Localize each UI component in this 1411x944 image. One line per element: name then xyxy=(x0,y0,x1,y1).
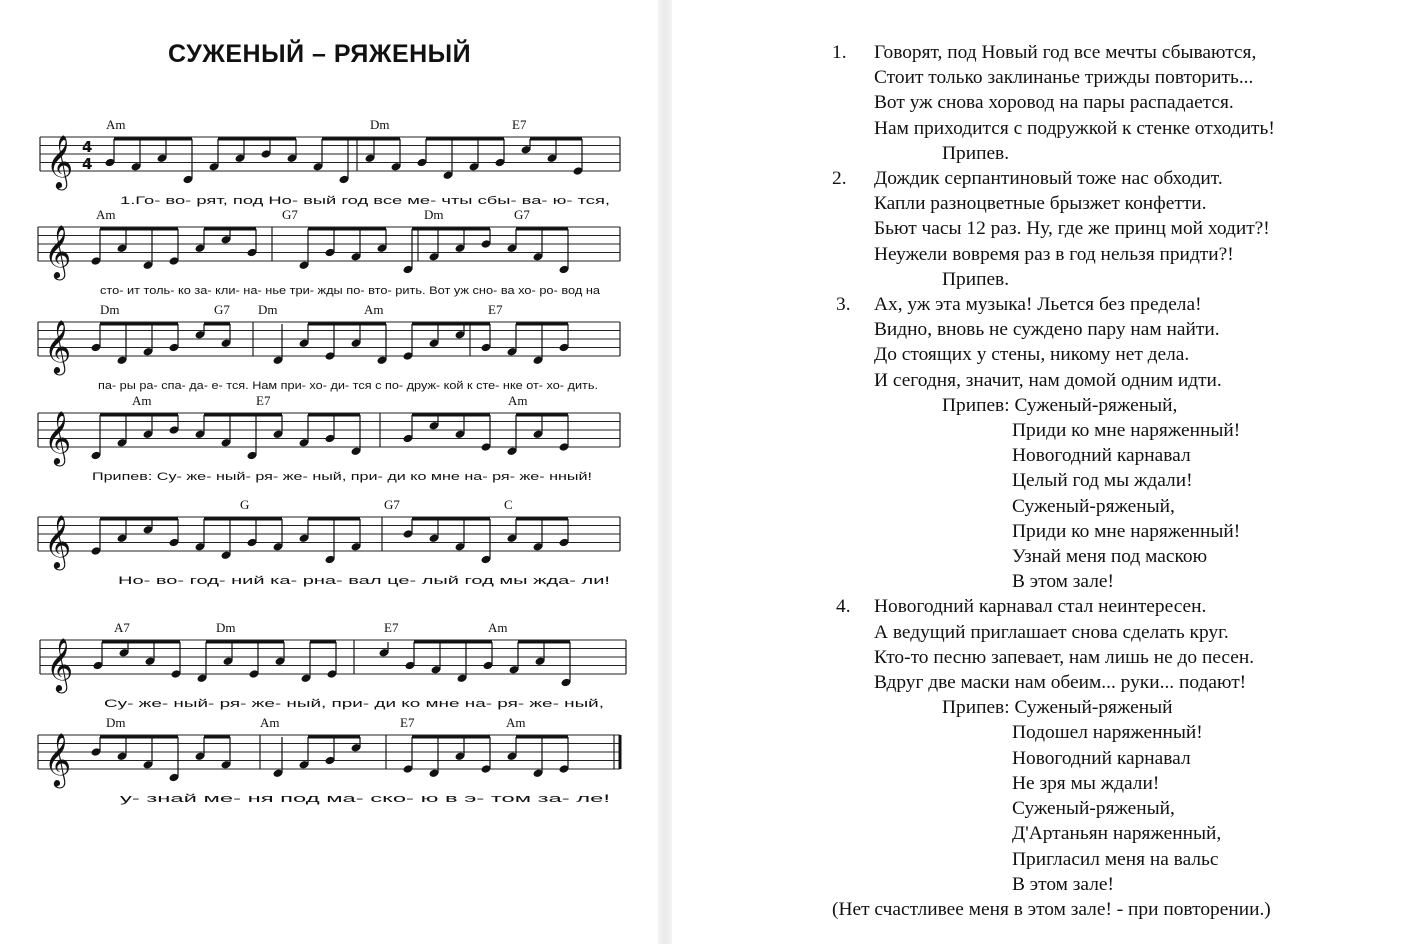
song-title: СУЖЕНЫЙ – РЯЖЕНЫЙ xyxy=(168,40,472,68)
chord-symbol: G7 xyxy=(514,207,530,222)
verse-line: До стоящих у стены, никому нет дела. xyxy=(874,344,1190,366)
chorus-line: Приди ко мне наряженный! xyxy=(1012,520,1241,542)
chorus-line: Суженый-ряженый, xyxy=(1012,495,1175,517)
chord-symbol: C xyxy=(504,497,513,512)
chord-symbol: E7 xyxy=(400,715,415,730)
verse-number: 2. xyxy=(832,168,847,190)
treble-clef-icon: 𝄞 xyxy=(46,637,74,691)
chord-symbol: E7 xyxy=(488,302,503,317)
repeat-footnote: (Нет счастливее меня в этом зале! - при повторении.) xyxy=(832,898,1271,920)
chord-symbol: E7 xyxy=(256,393,271,408)
treble-clef-icon: 𝄞 xyxy=(44,224,72,278)
chord-symbol: Am xyxy=(106,117,126,132)
verse-line: Говорят, под Новый год все мечты сбываются, xyxy=(874,42,1257,63)
lyric-line: 1.Го- во- рят, под Но- вый год все ме- чты сбы- ва- ю- тся, xyxy=(120,195,610,207)
verse-line: И сегодня, значит, нам домой одним идти. xyxy=(874,369,1222,391)
verse-line: Дождик серпантиновый тоже нас обходит. xyxy=(874,168,1223,190)
treble-clef-icon: 𝄞 xyxy=(44,514,72,568)
lyric-line: Припев: Су- же- ный- ря- же- ный, при- ди ко мне на- ря- же- нный! xyxy=(92,471,592,483)
chord-symbol: Am xyxy=(488,620,508,635)
sheet-music-page xyxy=(0,0,658,910)
chorus-line: Суженый-ряженый, xyxy=(1012,798,1175,820)
verse-line: Бьют часы 12 раз. Ну, где же принц мой ходит?! xyxy=(874,218,1270,240)
chord-symbol: Am xyxy=(506,715,526,730)
chord-symbol: Am xyxy=(364,302,384,317)
refrain-label: Припев. xyxy=(942,268,1010,290)
verse-line: А ведущий приглашает снова сделать круг. xyxy=(874,621,1229,643)
chord-symbol: Am xyxy=(508,393,528,408)
lyric-line: Но- во- год- ний ка- рна- вал це- лый год мы жда- ли! xyxy=(118,575,610,587)
chord-symbol: A7 xyxy=(114,620,130,635)
verse-line: Капли разноцветные брызжет конфетти. xyxy=(874,193,1207,215)
chord-symbol: Dm xyxy=(106,715,126,730)
lyric-line: у- знай ме- ня под ма- ско- ю в э- том за- ле! xyxy=(120,793,610,805)
verse-4 xyxy=(800,594,1400,896)
chorus-heading: Припев: Суженый-ряженый xyxy=(942,697,1173,719)
lyric-line: сто- ит толь- ко за- кли- на- нье три- жды по- вто- рить. Вот уж сно- ва хо- ро- вод на xyxy=(100,285,602,297)
chord-symbol: Am xyxy=(132,393,152,408)
chorus-line: Подошел наряженный! xyxy=(1012,722,1203,744)
verse-line: Видно, вновь не суждено пару нам найти. xyxy=(874,319,1220,341)
refrain-label: Припев. xyxy=(942,142,1010,164)
chord-symbol: Am xyxy=(96,207,116,222)
chord-symbol: G xyxy=(240,497,250,512)
chorus-line: Приди ко мне наряженный! xyxy=(1012,420,1241,442)
chorus-line: Не зря мы ждали! xyxy=(1012,772,1160,794)
verse-line: Неужели вовремя раз в год нельзя придти?! xyxy=(874,243,1234,265)
verse-number: 3. xyxy=(836,294,851,316)
chord-symbol: Dm xyxy=(424,207,444,222)
verse-line: Кто-то песню запевает, нам лишь не до песен. xyxy=(874,646,1255,668)
verse-3 xyxy=(800,292,1400,594)
lyric-line: Су- же- ный- ря- же- ный, при- ди ко мне на- ря- же- ный, xyxy=(104,698,604,710)
chord-symbol: G7 xyxy=(282,207,298,222)
time-signature: 4 xyxy=(82,155,93,173)
treble-clef-icon: 𝄞 xyxy=(46,134,74,188)
chorus-line: Целый год мы ждали! xyxy=(1012,470,1193,492)
lyrics-page xyxy=(800,40,1400,930)
verse-number: 1. xyxy=(832,42,847,63)
chorus-line: В этом зале! xyxy=(1012,873,1114,895)
chord-symbol: E7 xyxy=(512,117,527,132)
chorus-heading: Припев: Суженый-ряженый, xyxy=(942,394,1178,416)
chord-symbol: Dm xyxy=(370,117,390,132)
chorus-line: Новогодний карнавал xyxy=(1012,445,1191,467)
treble-clef-icon: 𝄞 xyxy=(44,410,72,464)
treble-clef-icon: 𝄞 xyxy=(44,319,72,373)
chord-symbol: Dm xyxy=(216,620,236,635)
chord-symbol: Am xyxy=(260,715,280,730)
lyric-line: па- ры ра- спа- да- е- тся. Нам при- хо- ди- тся с по- друж- кой к сте- нке от- хо- дить. xyxy=(98,380,598,392)
chord-symbol: G7 xyxy=(214,302,230,317)
verse-line: Стоит только заклинанье трижды повторить... xyxy=(874,67,1254,89)
chorus-line: Узнай меня под маскою xyxy=(1012,546,1208,568)
verse-2 xyxy=(800,166,1400,292)
chord-symbol: E7 xyxy=(384,620,399,635)
time-signature: 4 xyxy=(82,138,93,156)
verse-line: Вот уж снова хоровод на пары распадается. xyxy=(874,92,1234,114)
chord-symbol: Dm xyxy=(100,302,120,317)
treble-clef-icon: 𝄞 xyxy=(44,732,72,786)
verse-number: 4. xyxy=(836,596,851,618)
verse-line: Ах, уж эта музыка! Льется без предела! xyxy=(874,294,1202,316)
music-score xyxy=(0,0,658,910)
page-gutter xyxy=(658,0,672,944)
chord-symbol: Dm xyxy=(258,302,278,317)
verse-1 xyxy=(800,40,1400,166)
chorus-line: Новогодний карнавал xyxy=(1012,747,1191,769)
verse-line: Новогодний карнавал стал неинтересен. xyxy=(874,596,1207,618)
chorus-line: Пригласил меня на вальс xyxy=(1012,848,1219,870)
chorus-line: Д'Артаньян наряженный, xyxy=(1012,823,1222,845)
verse-line: Нам приходится с подружкой к стенке отходить! xyxy=(874,117,1275,139)
chorus-line: В этом зале! xyxy=(1012,571,1114,593)
verse-line: Вдруг две маски нам обеим... руки... подают! xyxy=(874,672,1247,694)
chord-symbol: G7 xyxy=(384,497,400,512)
